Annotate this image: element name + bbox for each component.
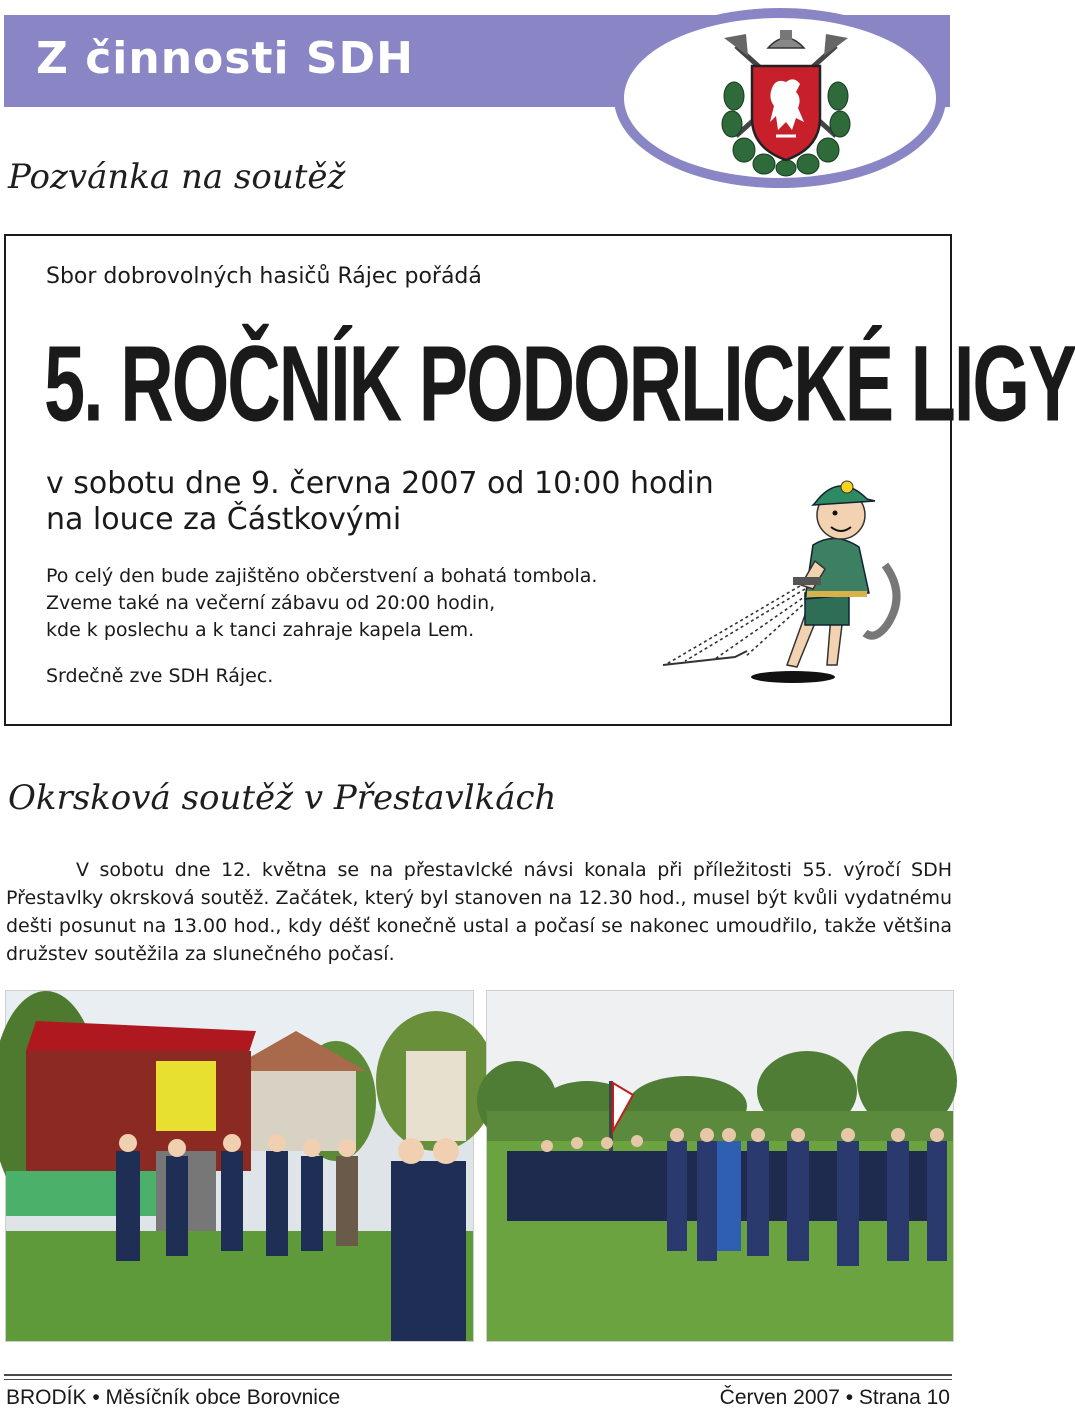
firefighter-hose-illustration <box>655 465 913 693</box>
footer-publication: BRODÍK • Měsíčník obce Borovnice <box>6 1386 341 1409</box>
event-info <box>46 563 597 644</box>
article-text: V sobotu dne 12. května se na přestavlcké návsi konala při příležitosti 55. výročí SDH Přestavlky okrsková soutěž. Začátek, který byl stanoven na 12.30 hod., musel být kvůli vydatnému dešti posunut na 13.00 hod., kdy déšť konečně ustal a počasí se nakonec umoudřilo, takže většina družstev soutěžila za slunečného počasí. <box>6 859 952 965</box>
event-date: v sobotu dne 9. června 2007 od 10:00 hodin <box>46 466 714 501</box>
info-line: Po celý den bude zajištěno občerstvení a bohatá tombola. <box>46 565 598 587</box>
greeting: Srdečně zve SDH Rájec. <box>46 665 274 687</box>
invitation-heading: Pozvánka na soutěž <box>8 157 346 197</box>
photo-stage-crowd <box>5 990 474 1342</box>
organizer-text: Sbor dobrovolných hasičů Rájec pořádá <box>46 264 482 289</box>
league-title: 5. ROČNÍK PODORLICKÉ LIGY <box>44 323 1075 444</box>
section-title: Z činnosti SDH <box>36 33 414 84</box>
info-line: kde k poslechu a k tanci zahraje kapela Lem. <box>46 619 475 641</box>
info-line: Zveme také na večerní zábavu od 20:00 hodin, <box>46 592 496 614</box>
footer-rule <box>4 1374 952 1376</box>
footer-page-info: Červen 2007 • Strana 10 <box>719 1386 950 1409</box>
event-place: na louce za Částkovými <box>46 502 402 537</box>
sdh-emblem-icon <box>716 26 856 176</box>
photo-teams-lineup <box>486 990 954 1342</box>
footer-rule <box>4 1379 952 1380</box>
article-body <box>6 856 952 968</box>
okrsek-heading: Okrsková soutěž v Přestavlkách <box>8 778 557 818</box>
event-when <box>46 466 714 538</box>
